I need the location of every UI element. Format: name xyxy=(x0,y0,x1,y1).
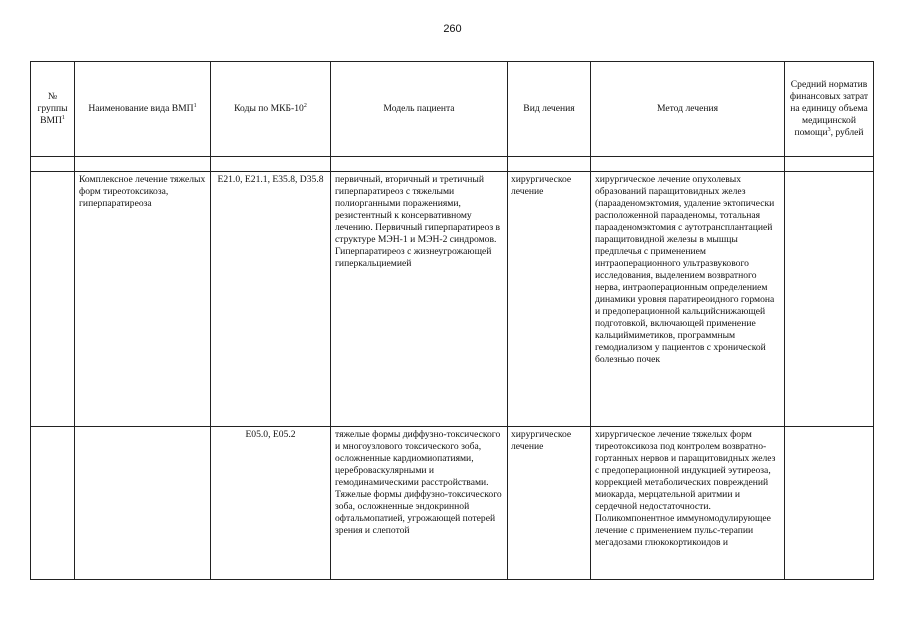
cell-icd-codes: E21.0, E21.1, E35.8, D35.8 xyxy=(211,172,331,427)
header-spacer-row xyxy=(31,157,874,172)
header-treatment-type: Вид лечения xyxy=(508,62,591,157)
table-row xyxy=(31,172,874,427)
cell-group-no xyxy=(31,427,75,580)
cell-vmp-name: Комплексное лечение тяжелых форм тиреотоксикоза, гиперпаратиреоза xyxy=(75,172,211,427)
cell-treatment-method: хирургическое лечение опухолевых образований паращитовидных желез (парааденомэктомия, удаление эктопически расположенной парааденомы, тотальная парааденомэктомия с аутотрансплантацией паращитовидной железы в мышцы предплечья с применением интраоперационного ультразвукового исследования, выделением возвратного нерва, интраоперационным определением динамики уровня паратиреоидного гормона и предоперационной кальцийснижающей подготовкой, включающей применение кальциймиметиков, программным гемодиализом у пациентов с хронической болезнью почек xyxy=(591,172,785,427)
table-row xyxy=(31,427,874,580)
header-patient-model: Модель пациента xyxy=(331,62,508,157)
header-cost-norm: Средний норматив финансовых затрат на единицу объема медицинской помощи$^3$, рублей xyxy=(785,62,874,157)
page-number: 260 xyxy=(443,23,462,35)
cell-treatment-method: хирургическое лечение тяжелых форм тиреотоксикоза под контролем возвратно-гортанных нервов и паращитовидных желез с предоперационной индукцией эутиреоза, коррекцией метаболических повреждений миокарда, мерцательной аритмии и сердечной недостаточности. Поликомпонентное иммуномодулирующее лечение с применением пульс-терапии мегадозами глюкокортикоидов и xyxy=(591,427,785,580)
header-icd-codes: Коды по МКБ-$10^2$ xyxy=(211,62,331,157)
header-group-no: № группы ВМП$^1$ xyxy=(31,62,75,157)
cell-icd-codes: E05.0, E05.2 xyxy=(211,427,331,580)
cell-vmp-name xyxy=(75,427,211,580)
cell-cost-norm xyxy=(785,172,874,427)
vmp-table xyxy=(30,61,874,580)
table-header-row xyxy=(31,62,874,157)
cell-patient-model: тяжелые формы диффузно-токсического и многоузлового токсического зоба, осложненные кардиомиопатиями, цереброваскулярными и гемодинамическими расстройствами. Тяжелые формы диффузно-токсического зоба, осложненные эндокринной офтальмопатией, угрожающей потерей зрения и слепотой xyxy=(331,427,508,580)
header-treatment-method: Метод лечения xyxy=(591,62,785,157)
cell-treatment-type: хирургическое лечение xyxy=(508,427,591,580)
cell-cost-norm xyxy=(785,427,874,580)
header-vmp-name: Наименование вида ВМП$^1$ xyxy=(75,62,211,157)
cell-group-no xyxy=(31,172,75,427)
cell-patient-model: первичный, вторичный и третичный гиперпаратиреоз с тяжелыми полиорганными поражениями, резистентный к консервативному лечению. Первичный гиперпаратиреоз в структуре МЭН-1 и МЭН-2 синдромов. Гиперпаратиреоз с жизнеугрожающей гиперкальциемией xyxy=(331,172,508,427)
cell-treatment-type: хирургическое лечение xyxy=(508,172,591,427)
